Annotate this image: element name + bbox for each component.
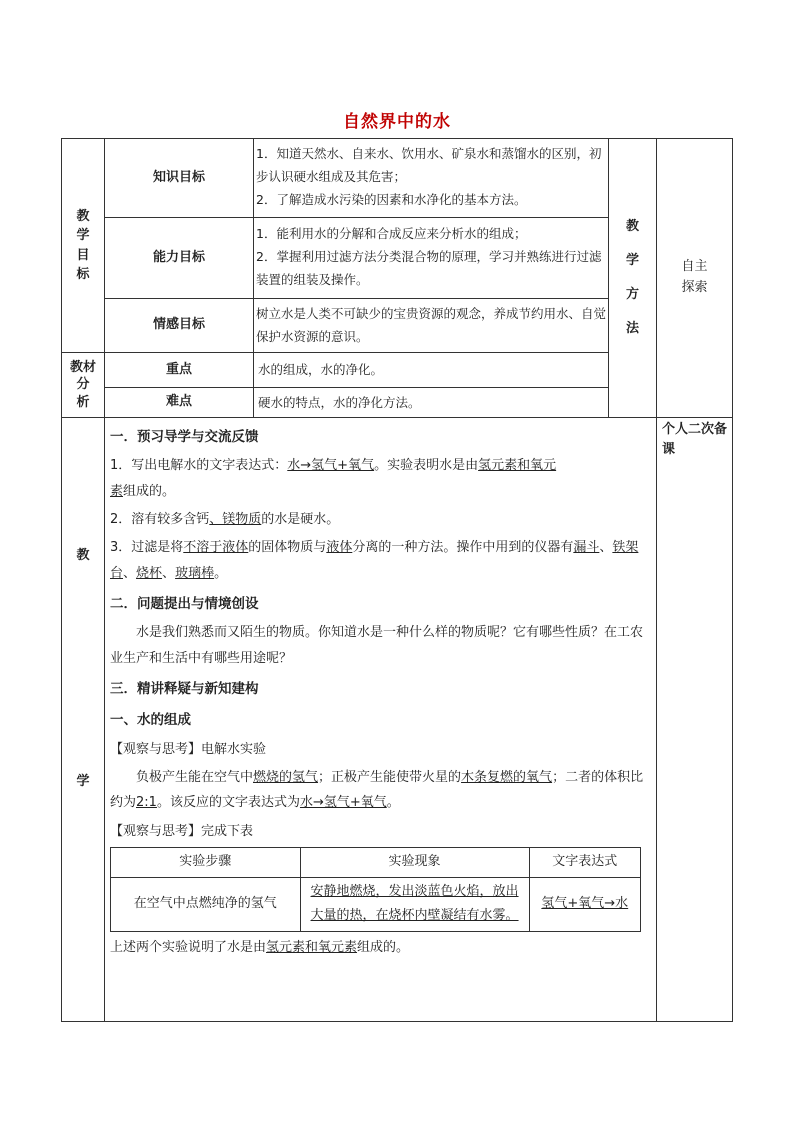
analysis-row-label: 教材 分 析: [69, 359, 96, 410]
teaching-label-bottom: 学: [76, 774, 90, 789]
table-cell: 氢气+氧气→水: [529, 877, 640, 931]
objectives-row-label: 教 学 目 标: [76, 208, 90, 282]
difficulty-label: 难点: [165, 394, 192, 410]
question-1: 1．写出电解水的文字表达式：水→氢气+氧气。实验表明水是由氢元素和氧元 素组成的。: [110, 458, 557, 499]
emotion-goal-content: 树立水是人类不可缺少的宝贵资源的观念，养成节约用水、自觉保护水资源的意识。: [256, 306, 607, 345]
knowledge-goal-label: 知识目标: [152, 169, 205, 185]
table-row: [111, 877, 641, 931]
knowledge-goal-content: 1．知道天然水、自来水、饮用水、矿泉水和蒸馏水的区别，初步认识硬水组成及其危害； 2．了解造成水污染的因素和水净化的基本方法。: [256, 146, 602, 208]
question-2: 2．溶有较多含钙、镁物质的水是硬水。: [110, 512, 340, 527]
teaching-label-top: 教: [76, 548, 90, 563]
ability-goal-content: 1．能利用水的分解和合成反应来分析水的组成； 2．掌握利用过滤方法分类混合物的原理，学习并熟练进行过滤装置的组装及操作。: [256, 226, 602, 288]
table-header: 实验现象: [300, 848, 529, 878]
key-point-content: 水的组成，水的净化。: [258, 362, 384, 377]
table-cell: 安静地燃烧，发出淡蓝色火焰，放出大量的热，在烧杯内壁凝结有水雾。: [300, 877, 529, 931]
section-1-heading: 一．预习导学与交流反馈: [110, 429, 259, 445]
page-title: 自然界中的水: [343, 112, 451, 132]
personal-prep-header: 个人二次备课: [662, 422, 728, 458]
teaching-method-label: 教 学 方 法: [625, 219, 639, 336]
conclusion: 上述两个实验说明了水是由氢元素和氧元素组成的。: [110, 940, 410, 956]
section-3-heading: 三．精讲释疑与新知建构: [110, 681, 259, 698]
question-3: 3．过滤是将不溶于液体的固体物质与液体分离的一种方法。操作中用到的仪器有漏斗、铁架台、烧杯、玻璃棒。: [110, 540, 639, 581]
teaching-content: [110, 424, 650, 960]
table-cell: 在空气中点燃纯净的氢气: [111, 877, 301, 931]
electrolysis-paragraph: 负极产生能在空气中燃烧的氢气；正极产生能使带火星的木条复燃的氧气；二者的体积比约为2:1。该反应的文字表达式为水→氢气+氧气。: [110, 770, 644, 811]
difficulty-content: 硬水的特点，水的净化方法。: [258, 395, 421, 410]
table-header: 实验步骤: [111, 848, 301, 878]
observe-think-2: 【观察与思考】完成下表: [110, 823, 254, 839]
section-2-paragraph: 水是我们熟悉而又陌生的物质。你知道水是一种什么样的物质呢？它有哪些性质？在工农业生产和生活中有哪些用途呢？: [110, 625, 644, 666]
emotion-goal-label: 情感目标: [152, 317, 205, 333]
ability-goal-label: 能力目标: [152, 249, 205, 265]
teaching-method-value: 自主 探索: [681, 259, 708, 295]
observe-think-1: 【观察与思考】电解水实验: [110, 741, 267, 757]
subsection-water-composition: 一、水的组成: [110, 712, 191, 729]
key-point-label: 重点: [165, 361, 192, 377]
experiment-table: [110, 847, 641, 932]
table-header-row: [111, 848, 641, 878]
table-header: 文字表达式: [529, 848, 640, 878]
section-2-heading: 二．问题提出与情境创设: [110, 596, 259, 613]
